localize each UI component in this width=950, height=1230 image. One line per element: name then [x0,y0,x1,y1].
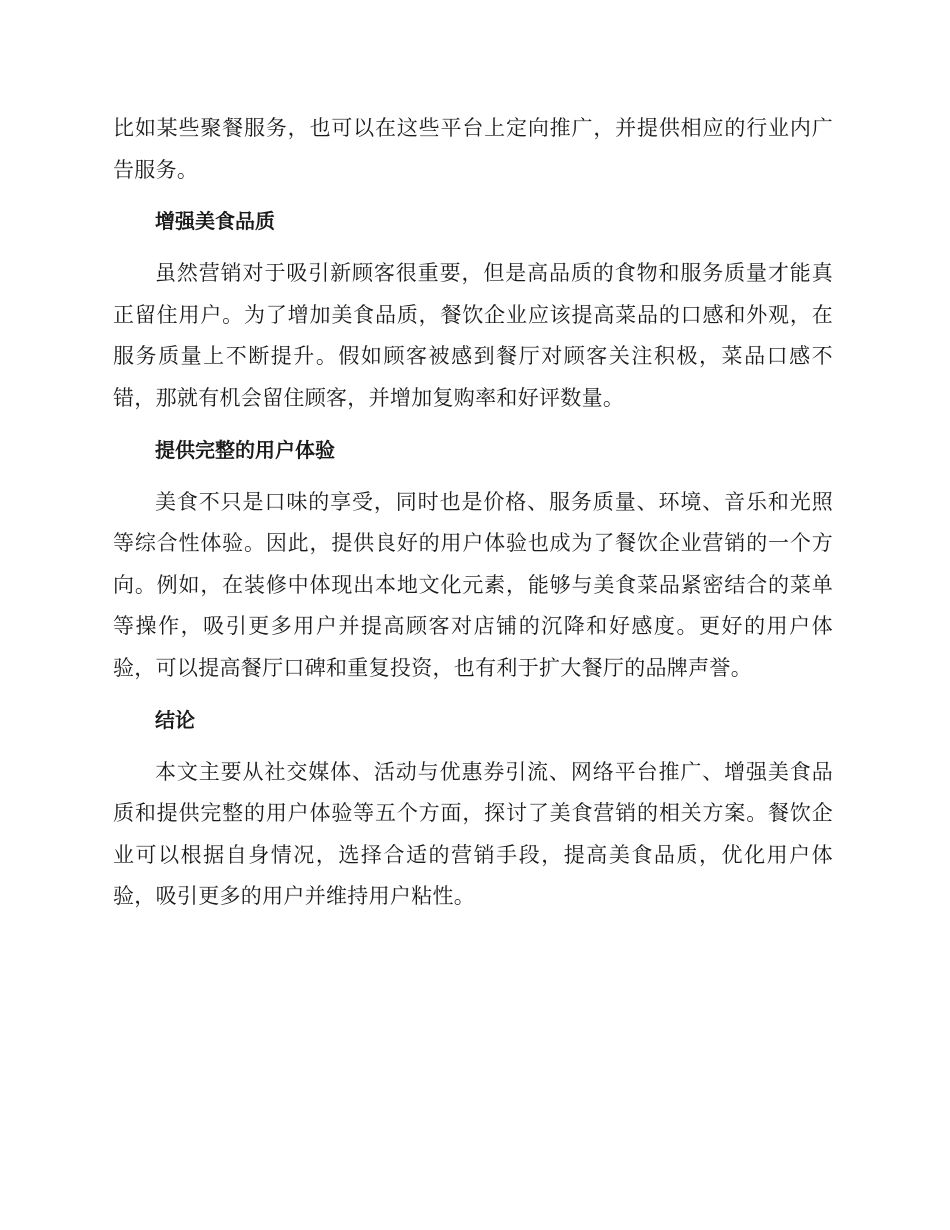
section-heading-conclusion: 结论 [155,707,195,732]
document-page [113,108,833,918]
section-body-user-experience: 美食不只是口味的享受，同时也是价格、服务质量、环境、音乐和光照等综合性体验。因此，提供良好的用户体验也成为了餐饮企业营销的一个方向。例如，在装修中体现出本地文化元素，能够与美食菜品紧密结合的菜单等操作，吸引更多用户并提高顾客对店铺的沉降和好感度。更好的用户体验，可以提高餐厅口碑和重复投资，也有利于扩大餐厅的品牌声誉。 [113,489,833,680]
continuation-paragraph: 比如某些聚餐服务，也可以在这些平台上定向推广，并提供相应的行业内广告服务。 [113,116,833,182]
section-heading-food-quality: 增强美食品质 [155,209,275,234]
section-body-food-quality: 虽然营销对于吸引新顾客很重要，但是高品质的食物和服务质量才能真正留住用户。为了增加美食品质，餐饮企业应该提高菜品的口感和外观，在服务质量上不断提升。假如顾客被感到餐厅对顾客关注积极，菜品口感不错，那就有机会留住顾客，并增加复购率和好评数量。 [113,261,833,410]
section-heading-user-experience: 提供完整的用户体验 [155,437,335,462]
section-body-conclusion: 本文主要从社交媒体、活动与优惠券引流、网络平台推广、增强美食品质和提供完整的用户体验等五个方面，探讨了美食营销的相关方案。餐饮企业可以根据自身情况，选择合适的营销手段，提高美食品质，优化用户体验，吸引更多的用户并维持用户粘性。 [113,759,833,909]
